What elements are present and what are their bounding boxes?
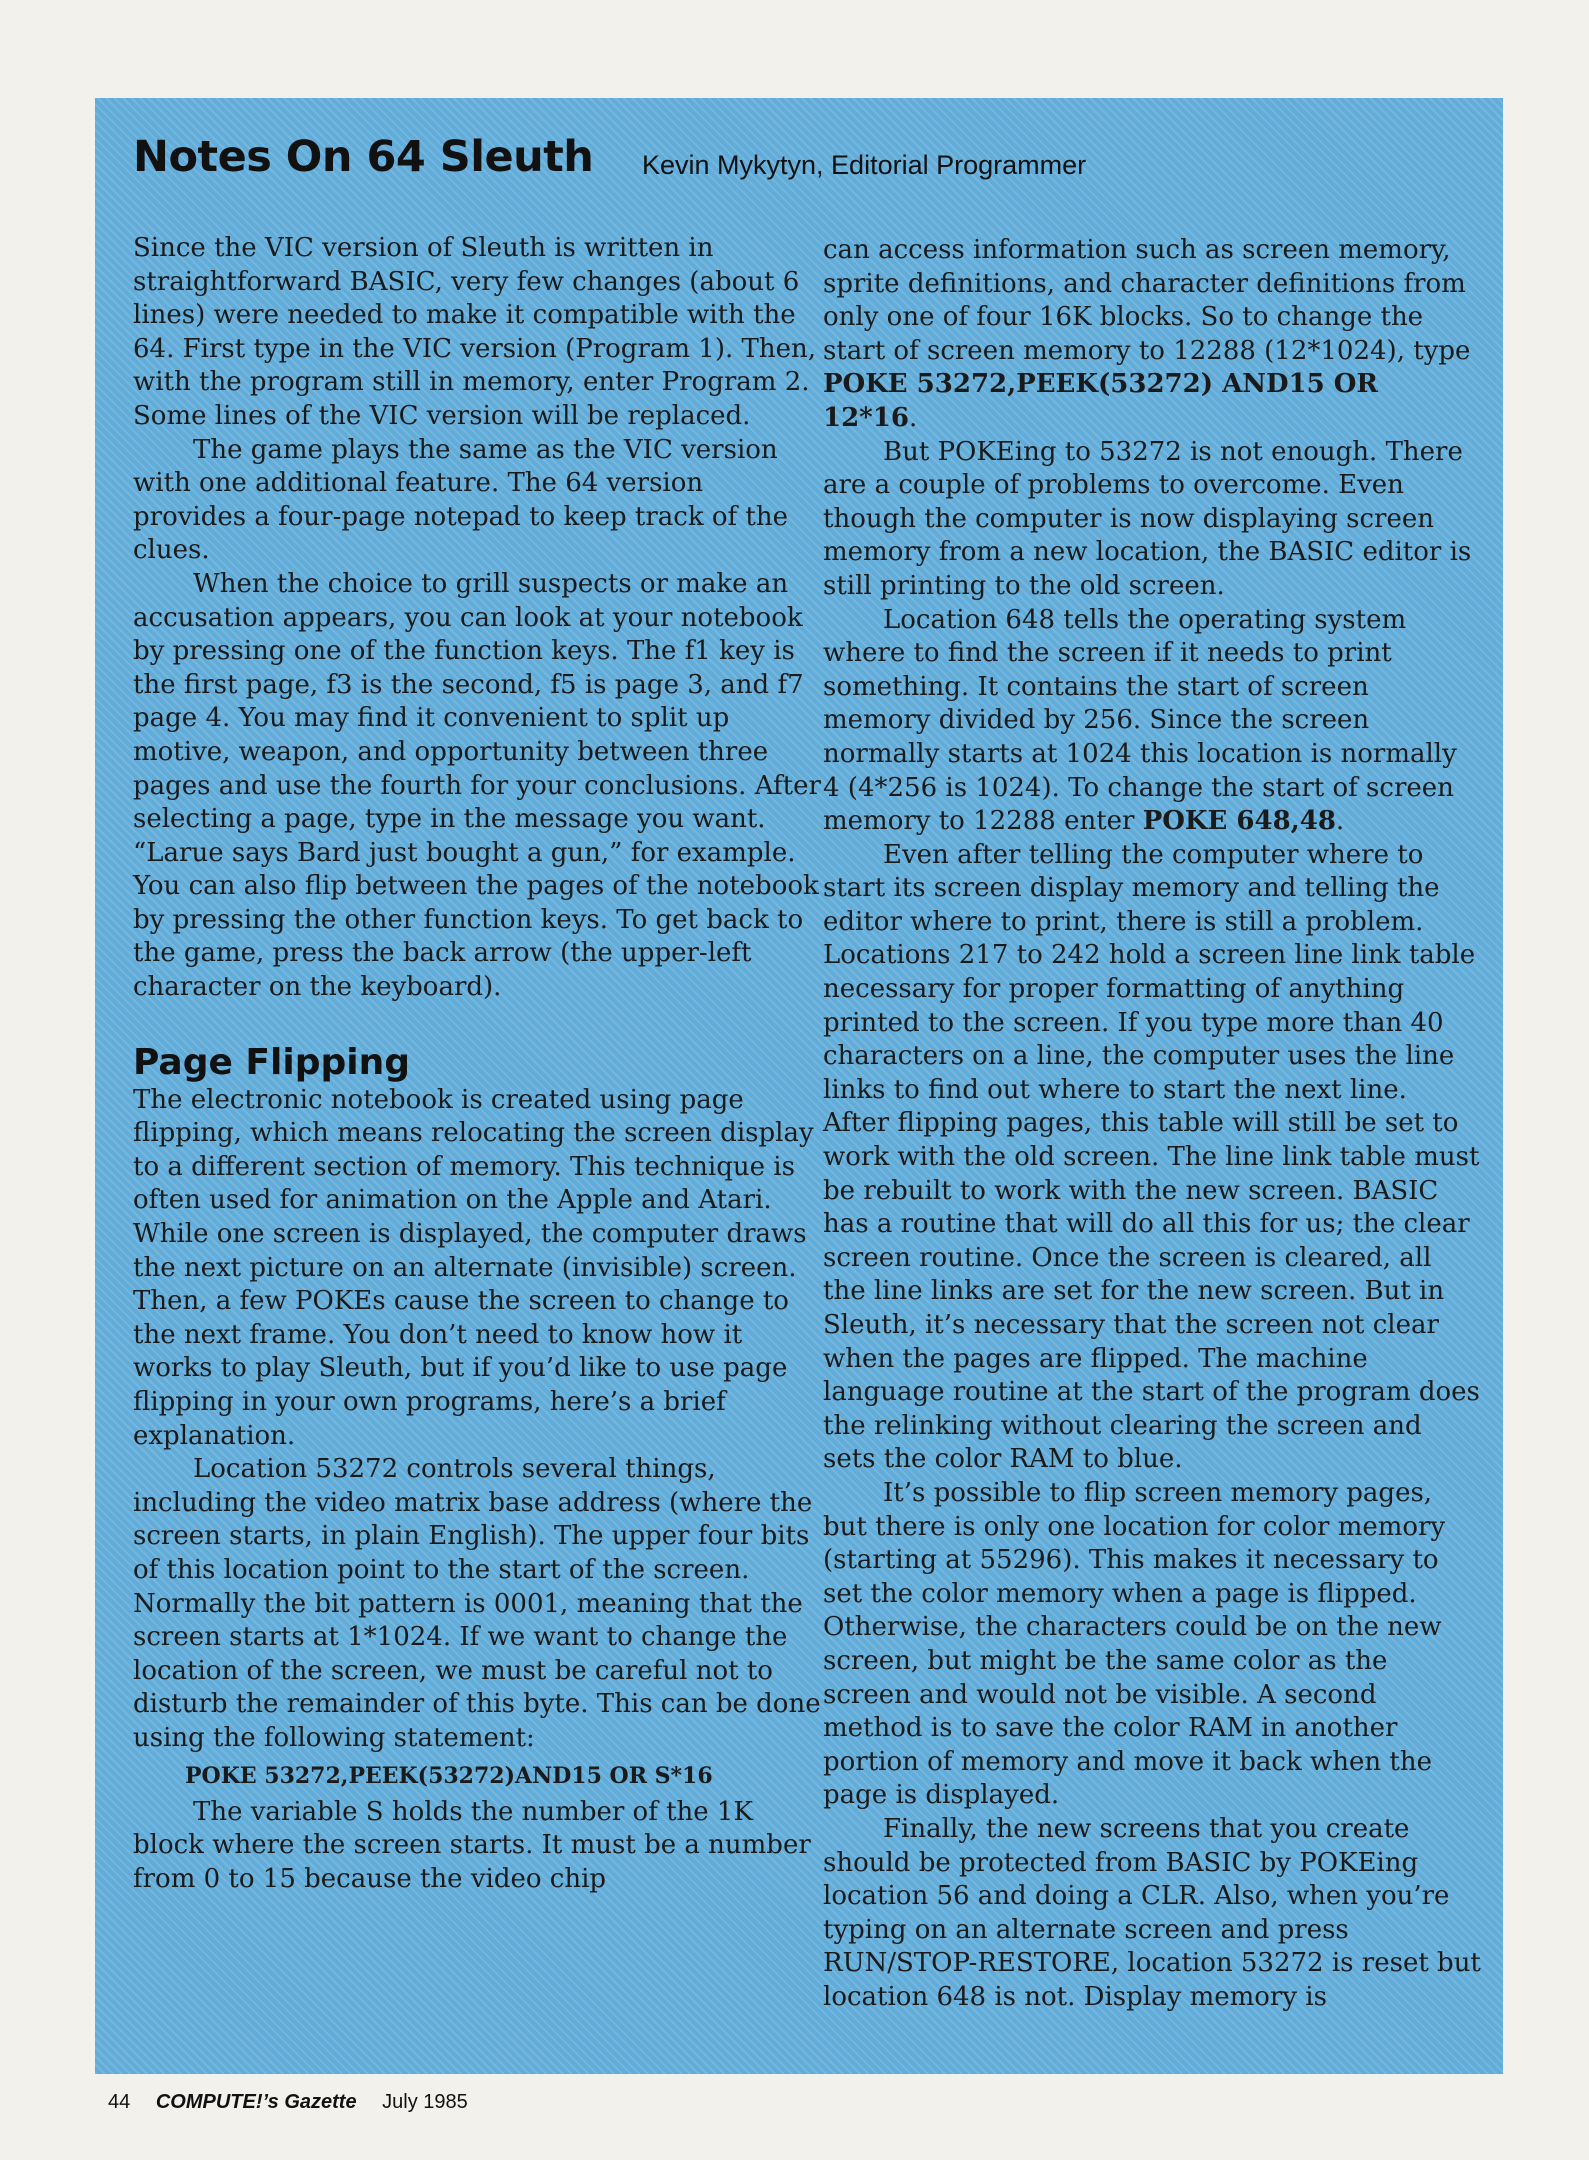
paragraph: But POKEing to 53272 is not enough. There are a couple of problems to overcome. Even though the computer is now displaying screen memory from a new location, the BASIC editor is still printing to the old screen. bbox=[823, 436, 1472, 601]
paragraph-text: Location 648 tells the operating system where to find the screen if it needs to print something. It contains the start of screen memory divided by 256. Since the screen normally starts at 1024 this location is normally 4 (4*256 is 1024). To change the start of screen memory to 12288 enter bbox=[823, 604, 1457, 837]
author-byline: Kevin Mykytyn, Editorial Programmer bbox=[642, 150, 1087, 180]
page-number: 44 bbox=[108, 2091, 131, 2113]
magazine-name: COMPUTE!’s Gazette bbox=[155, 2091, 357, 2113]
paragraph: Finally, the new screens that you create should be protected from BASIC by POKEing location 56 and doing a CLR. Also, when you’re typing on an alternate screen and press RUN/STOP-RESTORE, location 53272 is reset but location 648 is not. Display memory is bbox=[823, 1813, 1481, 2012]
page-footer bbox=[108, 2091, 488, 2114]
section-heading: Page Flipping bbox=[133, 1041, 410, 1083]
right-column bbox=[823, 234, 1481, 2014]
paragraph bbox=[823, 234, 1481, 436]
paragraph: The game plays the same as the VIC version with one additional feature. The 64 version provides a four-page notepad to keep track of the clues. bbox=[133, 434, 788, 566]
article-panel bbox=[95, 98, 1503, 2074]
code-statement: POKE 53272,PEEK(53272)AND15 OR S*16 bbox=[185, 1762, 713, 1789]
paragraph bbox=[823, 604, 1481, 839]
paragraph: The variable S holds the number of the 1K block where the screen starts. It must be a number from 0 to 15 because the video chip bbox=[133, 1796, 811, 1894]
inline-code: POKE 648,48 bbox=[1142, 806, 1336, 837]
paragraph-end: . bbox=[908, 402, 918, 433]
paragraph-text: can access information such as screen memory, sprite definitions, and character definitions from only one of four 16K blocks. So to change the start of screen memory to 12288 (12*1024), type bbox=[823, 235, 1471, 366]
paragraph: The electronic notebook is created using page flipping, which means relocating the screen display to a different section of memory. This technique is often used for animation on the Apple and Atari. While one screen is displayed, the computer draws the next picture on an alternate (invisible) screen. Then, a few POKEs cause the screen to change to the next frame. You don’t need to know how it works to play Sleuth, but if you’d like to use page flipping in your own programs, here’s a brief explanation. bbox=[133, 1084, 814, 1451]
issue-date: July 1985 bbox=[382, 2091, 468, 2113]
paragraph: It’s possible to flip screen memory pages, but there is only one location for color memory (starting at 55296). This makes it necessary to set the color memory when a page is flipped. Otherwise, the characters could be on the new screen, but might be the same color as the screen and would not be visible. A second method is to save the color RAM in another portion of memory and move it back when the page is displayed. bbox=[823, 1477, 1446, 1811]
paragraph: Even after telling the computer where to start its screen display memory and telling the editor where to print, there is still a problem. Locations 217 to 242 hold a screen line link table necessary for proper formatting of anything printed to the screen. If you type more than 40 characters on a line, the computer uses the line links to find out where to start the next line. After flipping pages, this table will still be set to work with the old screen. The line link table must be rebuilt to work with the new screen. BASIC has a routine that will do all this for us; the clear screen routine. Once the screen is cleared, all the line links are set for the new screen. But in Sleuth, it’s necessary that the screen not clear when the pages are flipped. The machine language routine at the start of the program does the relinking without clearing the screen and sets the color RAM to blue. bbox=[823, 839, 1480, 1475]
paragraph: Location 53272 controls several things, including the video matrix base address (where the screen starts, in plain English). The upper four bits of this location point to the start of the screen. Normally the bit pattern is 0001, meaning that the screen starts at 1*1024. If we want to change the location of the screen, we must be careful not to disturb the remainder of this byte. This can be done using the following statement: bbox=[133, 1454, 821, 1753]
article-title: Notes On 64 Sleuth bbox=[133, 132, 594, 182]
paragraph: Since the VIC version of Sleuth is written in straightforward BASIC, very few changes (about 6 lines) were needed to make it compatible with the 64. First type in the VIC version (Program 1). Then, with the program still in memory, enter Program 2. Some lines of the VIC version will be replaced. bbox=[133, 233, 816, 431]
paragraph-end: . bbox=[1335, 806, 1345, 837]
left-column bbox=[133, 232, 823, 1896]
paragraph: When the choice to grill suspects or make an accusation appears, you can look at your notebook by pressing one of the function keys. The f1 key is the first page, f3 is the second, f5 is page 3, and f7 page 4. You may find it convenient to split up motive, weapon, and opportunity between three pages and use the fourth for your conclusions. After selecting a page, type in the message you want. “Larue says Bard just bought a gun,” for example. You can also flip between the pages of the notebook by pressing the other function keys. To get back to the game, press the back arrow (the upper-left character on the keyboard). bbox=[133, 568, 821, 1003]
inline-code: POKE 53272,PEEK(53272) AND15 OR 12*16 bbox=[823, 369, 1379, 433]
